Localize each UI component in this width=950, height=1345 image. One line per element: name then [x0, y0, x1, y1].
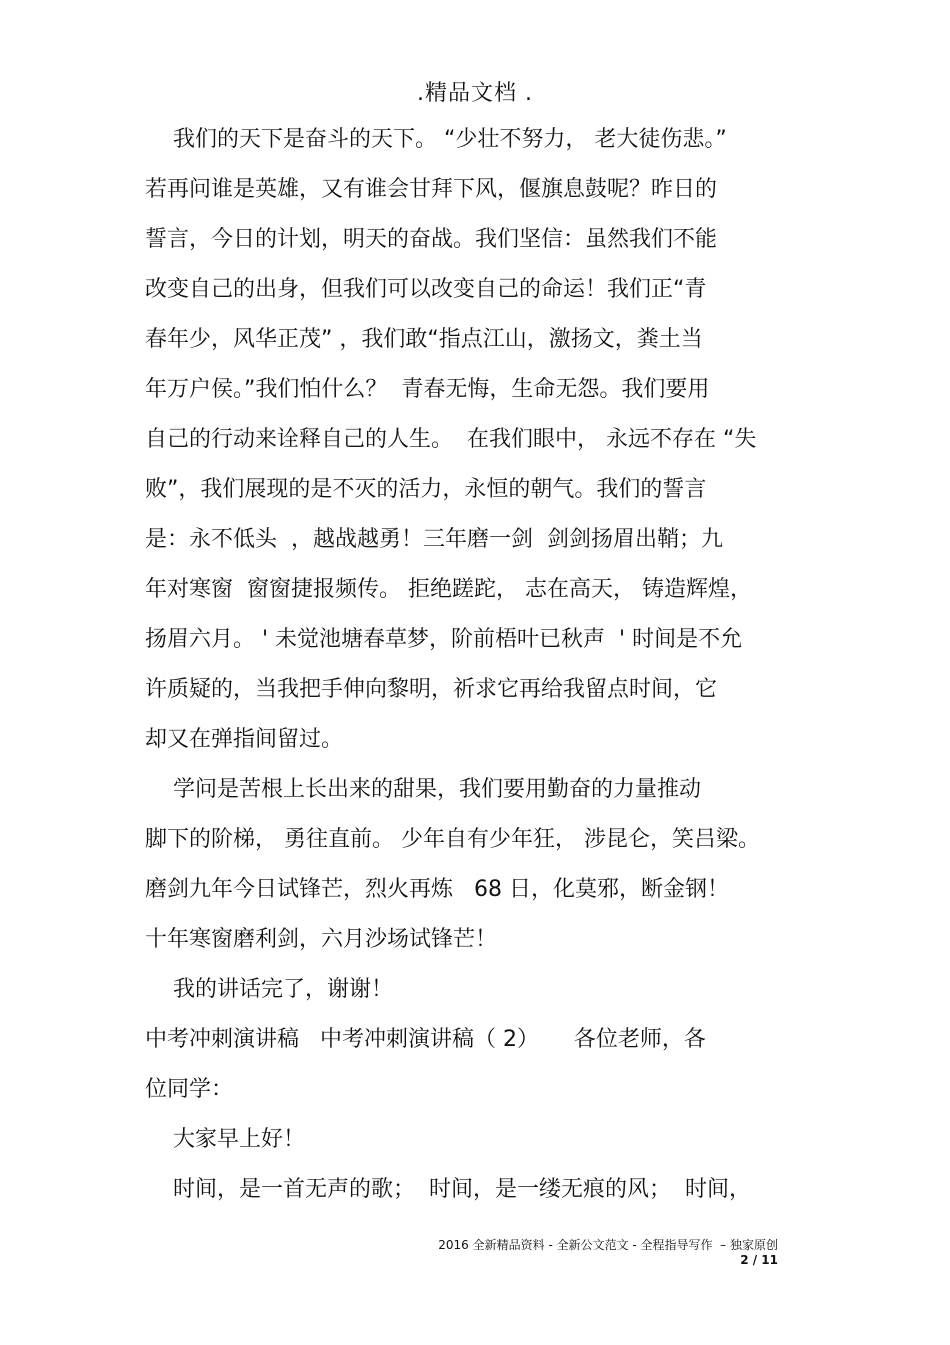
- text-line: 败”，我们展现的是不灭的活力，永恒的朝气。我们的誓言: [145, 477, 707, 502]
- text-line: 学问是苦根上长出来的甜果，我们要用勤奋的力量推动: [145, 777, 701, 802]
- text-line: 却又在弹指间留过。: [145, 727, 344, 752]
- text-line: 中考冲刺演讲稿 中考冲刺演讲稿（ 2） 各位老师，各: [145, 1027, 706, 1052]
- text-line: 十年寒窗磨利剑，六月沙场试锋芒！: [145, 927, 498, 952]
- text-line: 是：永不低头 ，越战越勇！三年磨一剑 剑剑扬眉出鞘；九: [145, 527, 723, 552]
- text-line: 扬眉六月。 ' 未觉池塘春草梦，阶前梧叶已秋声 ' 时间是不允: [145, 627, 743, 652]
- text-line: 磨剑九年今日试锋芒，烈火再炼 68 日，化莫邪，断金钢！: [145, 877, 729, 902]
- text-line: 位同学：: [145, 1077, 234, 1102]
- text-line: 誓言，今日的计划，明天的奋战。我们坚信：虽然我们不能: [145, 227, 718, 252]
- text-line: 我的讲话完了，谢谢！: [145, 977, 393, 1002]
- text-line: 自己的行动来诠释自己的人生。 在我们眼中， 永远不存在 “失: [145, 427, 757, 452]
- text-line: 改变自己的出身，但我们可以改变自己的命运！我们正“青: [145, 277, 707, 302]
- text-line: 大家早上好！: [145, 1127, 305, 1152]
- text-line: 年万户侯。”我们怕什么？ 青春无悔，生命无怨。我们要用: [145, 377, 710, 402]
- text-line: 许质疑的，当我把手伸向黎明，祈求它再给我留点时间，它: [145, 677, 718, 702]
- document-footer: 2016 全新精品资料 - 全新公文范文 - 全程指导写作 – 独家原创: [438, 1238, 778, 1252]
- text-line: 年对寒窗 窗窗捷报频传。 拒绝蹉跎， 志在高天， 铸造辉煌，: [145, 577, 752, 602]
- document-header: .精品文档 .: [417, 81, 533, 106]
- page-number: 2 / 11: [740, 1253, 778, 1267]
- text-line: 春年少，风华正茂” ，我们敢“指点江山，激扬文，粪土当: [145, 327, 703, 352]
- text-line: 脚下的阶梯， 勇往直前。 少年自有少年狂， 涉昆仑，笑吕梁。: [145, 827, 760, 852]
- text-line: 若再问谁是英雄，又有谁会甘拜下风，偃旗息鼓呢？昨日的: [145, 177, 718, 202]
- text-line: 时间，是一首无声的歌； 时间，是一缕无痕的风； 时间，: [145, 1177, 751, 1202]
- text-line: 我们的天下是奋斗的天下。 “少壮不努力， 老大徒伤悲。”: [145, 127, 727, 152]
